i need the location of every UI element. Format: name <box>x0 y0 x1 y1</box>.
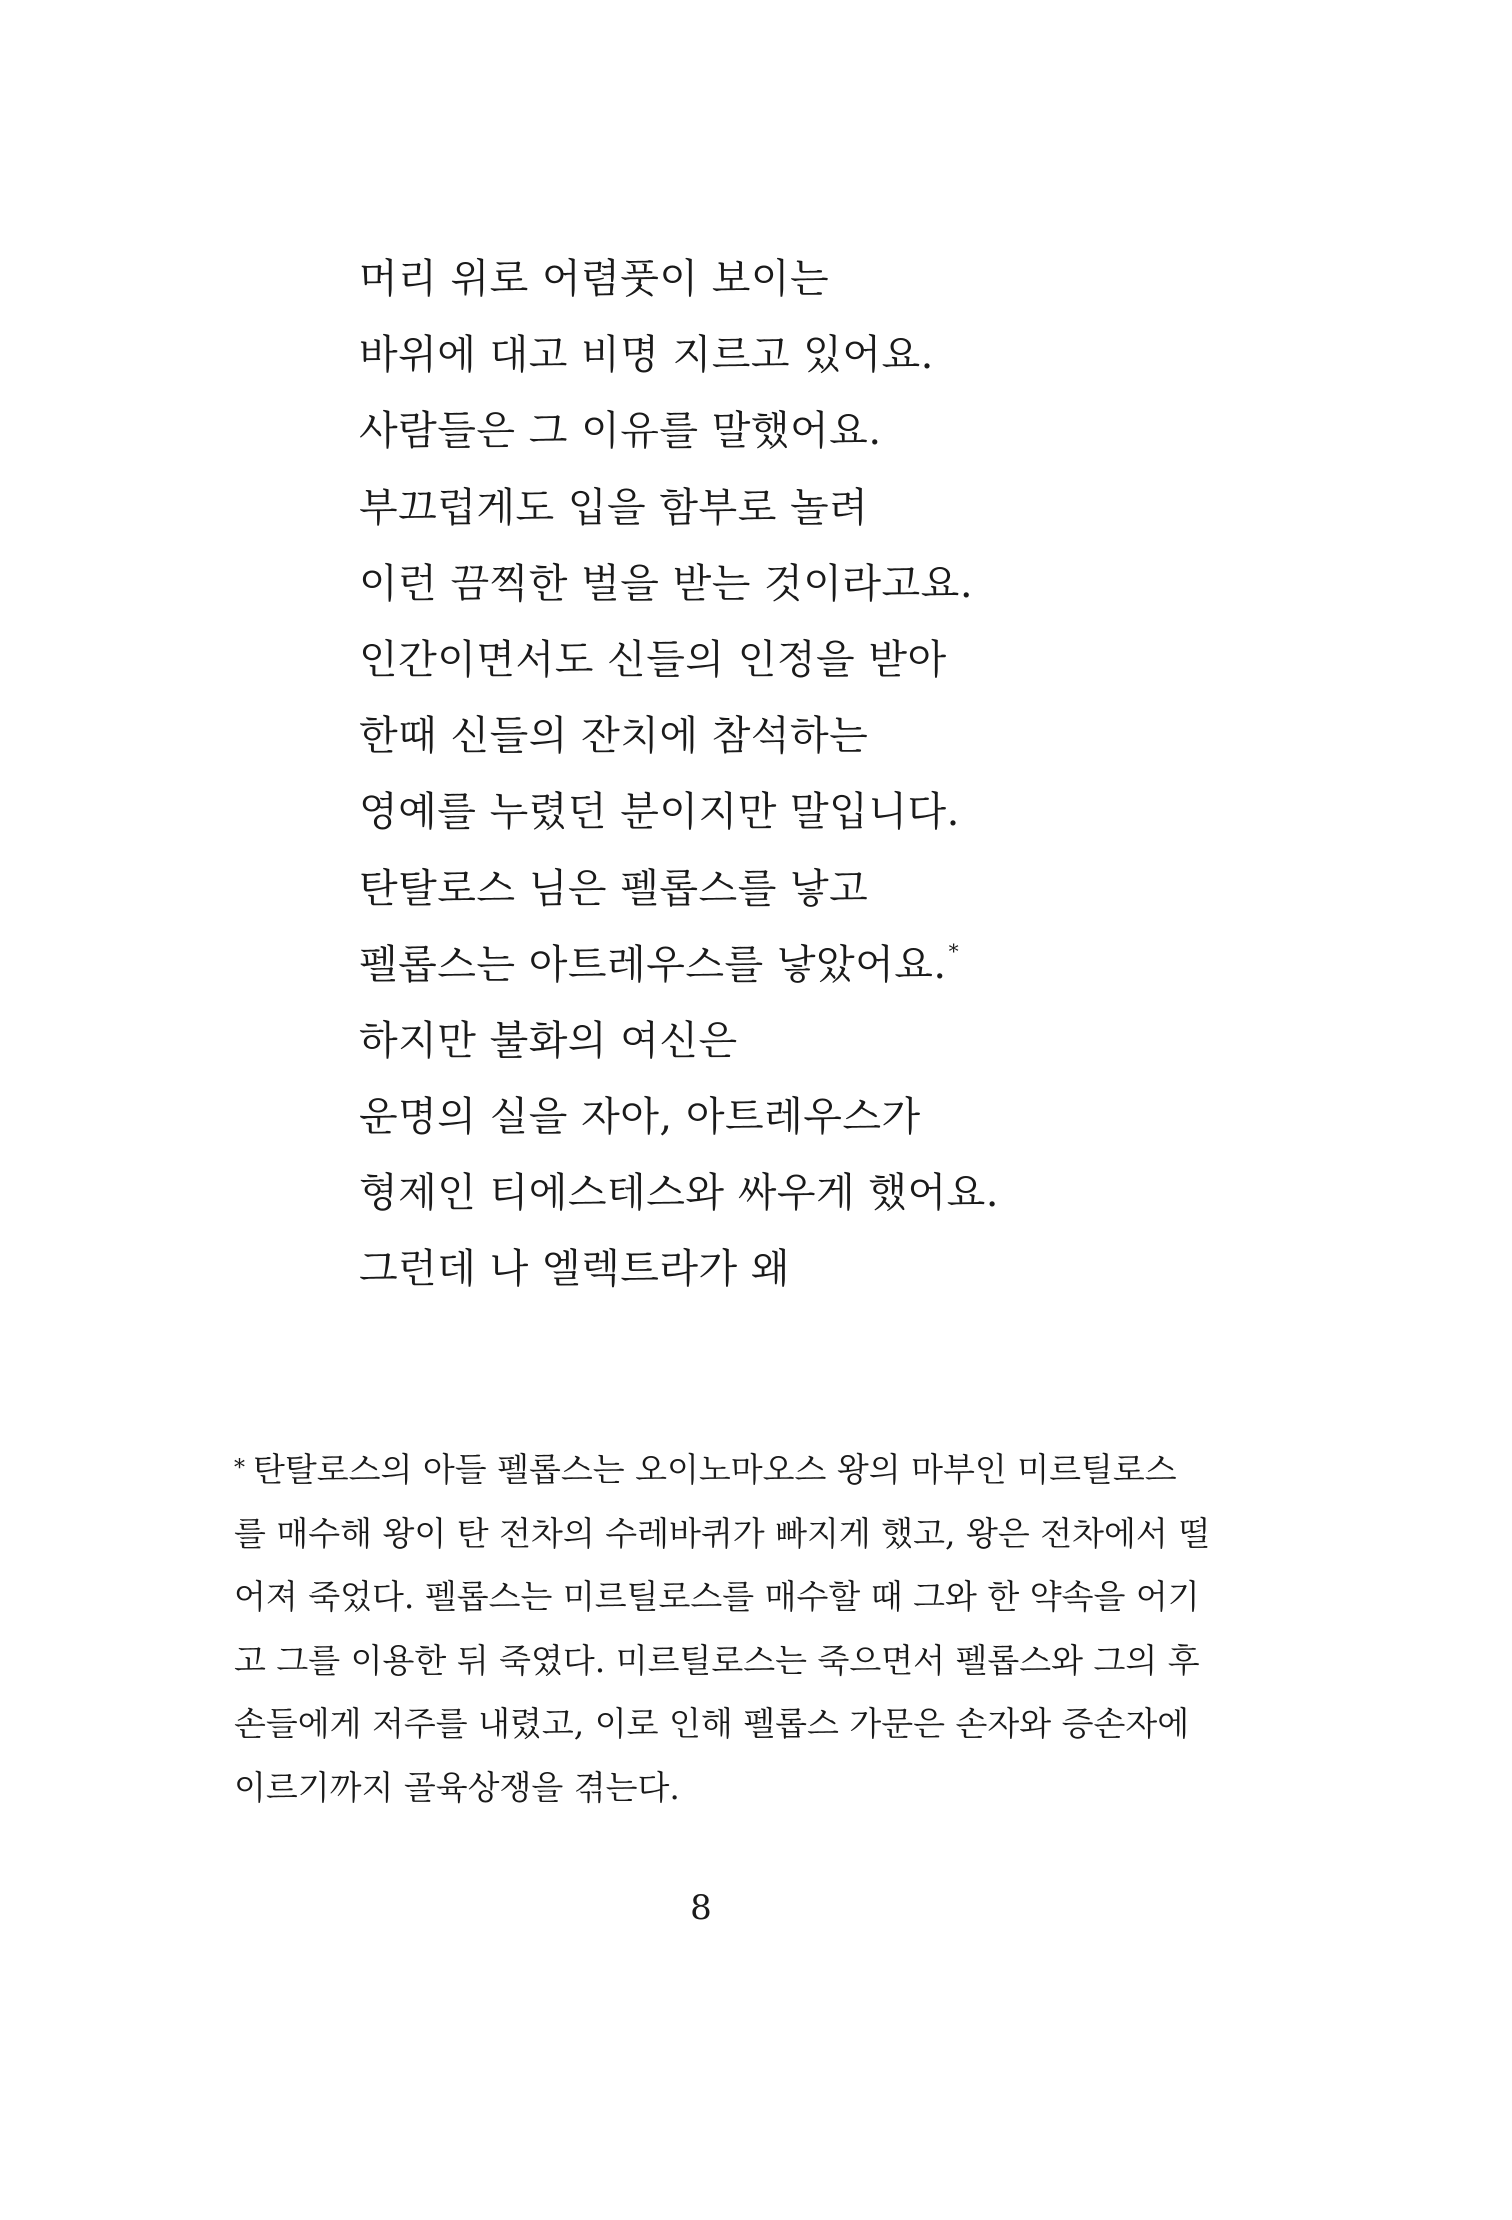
footnote-line: 고 그를 이용한 뒤 죽였다. 미르틸로스는 죽으면서 펠롭스와 그의 후 <box>234 1640 1200 1680</box>
page-number: 8 <box>690 1888 712 1928</box>
verse-line: 하지만 불화의 여신은 <box>359 1017 738 1064</box>
verse-line: 사람들은 그 이유를 말했어요. <box>359 408 882 455</box>
verse-line: 그런데 나 엘렉트라가 왜 <box>359 1246 791 1293</box>
verse-block <box>359 241 1359 1308</box>
verse-line: 운명의 실을 자아, 아트레우스가 <box>359 1094 921 1141</box>
verse-line-with-footnote <box>359 927 1359 1003</box>
verse-line: 이런 끔찍한 벌을 받는 것이라고요. <box>359 560 974 607</box>
footnote-reference-marker: * <box>948 938 960 963</box>
footnote-line-text: 탄탈로스의 아들 펠롭스는 오이노마오스 왕의 마부인 미르틸로스 <box>253 1450 1177 1489</box>
footnote-marker: * <box>234 1456 245 1481</box>
verse-line: 한때 신들의 잔치에 참석하는 <box>359 713 869 760</box>
verse-line-text: 펠롭스는 아트레우스를 낳았어요. <box>359 941 947 988</box>
footnote-line: 어져 죽었다. 펠롭스는 미르틸로스를 매수할 때 그와 한 약속을 어기 <box>234 1577 1200 1616</box>
footnote-block <box>234 1438 1294 1819</box>
verse-line: 탄탈로스 님은 펠롭스를 낳고 <box>359 865 869 912</box>
verse-line: 머리 위로 어렴풋이 보이는 <box>359 256 830 302</box>
verse-line: 바위에 대고 비명 지르고 있어요. <box>359 332 934 379</box>
footnote-line <box>234 1438 1294 1502</box>
verse-line: 영예를 누렸던 분이지만 말입니다. <box>359 789 960 836</box>
footnote-line: 이르기까지 골육상쟁을 겪는다. <box>234 1767 680 1807</box>
verse-line: 부끄럽게도 입을 함부로 놀려 <box>359 484 869 531</box>
verse-line: 인간이면서도 신들의 인정을 받아 <box>359 636 947 683</box>
footnote-line: 를 매수해 왕이 탄 전차의 수레바퀴가 빠지게 했고, 왕은 전차에서 떨 <box>234 1513 1211 1553</box>
verse-line: 형제인 티에스테스와 싸우게 했어요. <box>359 1170 999 1217</box>
footnote-line: 손들에게 저주를 내렸고, 이로 인해 펠롭스 가문은 손자와 증손자에 <box>234 1704 1190 1743</box>
